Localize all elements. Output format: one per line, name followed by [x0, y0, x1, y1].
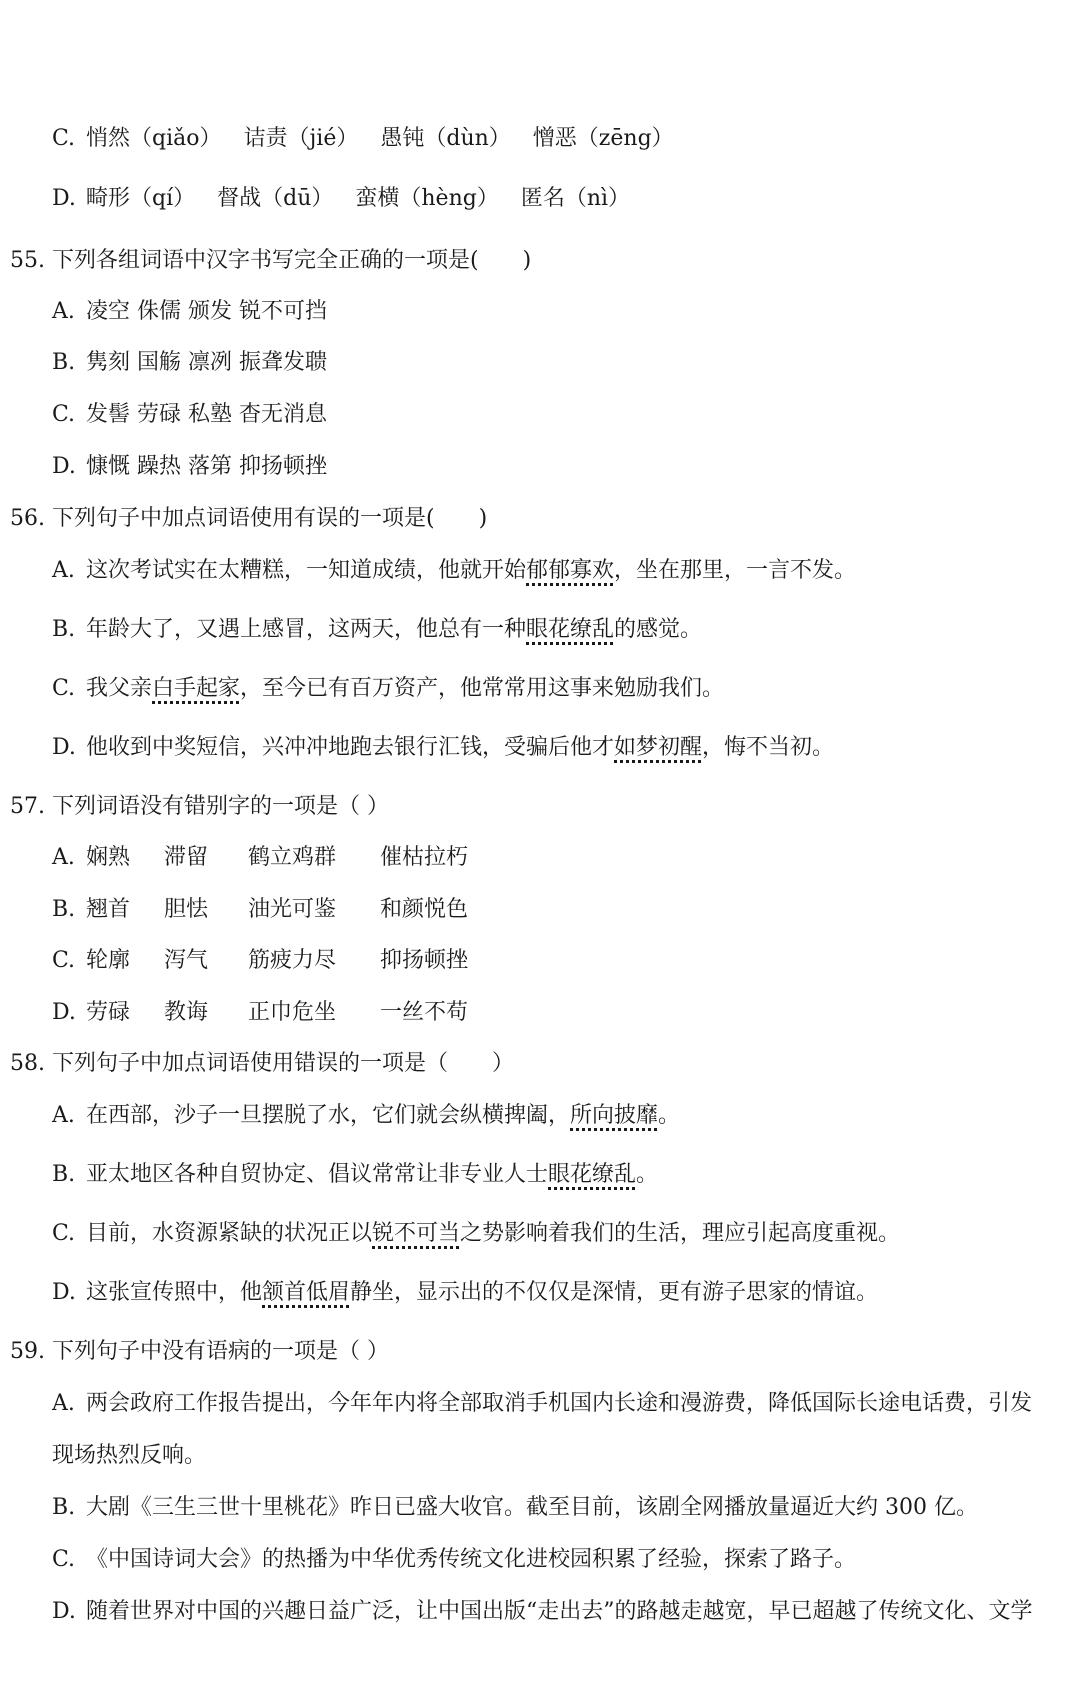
q56-option-d: D. 他收到中奖短信，兴冲冲地跑去银行汇钱，受骗后他才如梦初醒，悔不当初。 [52, 735, 835, 760]
option-item: 诘责（jié） [243, 126, 359, 151]
q58-option-d: D. 这张宣传照中，他颔首低眉静坐，显示出的不仅仅是深情，更有游子思家的情谊。 [52, 1280, 879, 1305]
dotted-word: 如梦初醒 [614, 735, 703, 760]
dotted-word: 眼花缭乱 [548, 1162, 637, 1187]
option-item: 愚钝（dùn） [380, 126, 511, 151]
dotted-word: 颔首低眉 [262, 1280, 351, 1305]
option-text: 慷慨 躁热 落第 抑扬顿挫 [86, 454, 327, 479]
question-number: 57. [10, 794, 45, 819]
question-number: 55. [10, 248, 45, 273]
q57-option-c: C. 轮廓 泻气 筋疲力尽 抑扬顿挫 [52, 948, 469, 973]
q59-option-a: A. 两会政府工作报告提出，今年年内将全部取消手机国内长途和漫游费，降低国际长途电话费，引发 [52, 1391, 1033, 1416]
q56-option-c: C. 我父亲白手起家，至今已有百万资产，他常常用这事来勉励我们。 [52, 676, 725, 701]
question-text: 下列词语没有错别字的一项是（ ） [52, 794, 389, 819]
q55-option-a: A. 凌空 侏儒 颁发 锐不可挡 [52, 299, 327, 324]
q58-option-b: B. 亚太地区各种自贸协定、倡议常常让非专业人士眼花缭乱。 [52, 1162, 659, 1187]
q58-option-c: C. 目前，水资源紧缺的状况正以锐不可当之势影响着我们的生活，理应引起高度重视。 [52, 1221, 901, 1246]
option-item: 憎恶（zēng） [532, 126, 674, 151]
q54-option-c [52, 124, 674, 154]
q55-option-b: B. 隽刻 国觞 凛冽 振聋发聩 [52, 350, 327, 375]
question-number: 59. [10, 1339, 45, 1364]
q59-stem [10, 1337, 389, 1367]
q57-option-b: B. 翘首 胆怯 油光可鉴 和颜悦色 [52, 897, 469, 922]
option-item: 督战（dū） [217, 186, 334, 211]
option-text: 两会政府工作报告提出，今年年内将全部取消手机国内长途和漫游费，降低国际长途电话费，引发 [86, 1391, 1033, 1416]
option-text: 发髻 劳碌 私塾 杳无消息 [86, 402, 327, 427]
dotted-word: 锐不可当 [372, 1221, 461, 1246]
option-item: 匿名（nì） [520, 186, 631, 211]
option-letter: D. [52, 186, 76, 211]
question-text: 下列句子中没有语病的一项是（ ） [52, 1339, 389, 1364]
question-text: 下列各组词语中汉字书写完全正确的一项是( ) [52, 248, 532, 273]
q59-option-a-continued: 现场热烈反响。 [52, 1443, 207, 1468]
q57-option-d: D. 劳碌 教诲 正巾危坐 一丝不苟 [52, 1000, 469, 1025]
q56-stem [10, 504, 487, 534]
q56-option-b: B. 年龄大了，又遇上感冒，这两天，他总有一种眼花缭乱的感觉。 [52, 617, 703, 642]
q58-option-a: A. 在西部，沙子一旦摆脱了水，它们就会纵横捭阖，所向披靡。 [52, 1103, 681, 1128]
option-text: 隽刻 国觞 凛冽 振聋发聩 [86, 350, 327, 375]
dotted-word: 郁郁寡欢 [526, 558, 615, 583]
q57-stem [10, 792, 389, 822]
option-text: 大剧《三生三世十里桃花》昨日已盛大收官。截至目前，该剧全网播放量逼近大约 300 亿。 [86, 1495, 978, 1520]
option-item: 蛮横（hèng） [355, 186, 499, 211]
q54-option-d [52, 184, 630, 214]
option-text: 凌空 侏儒 颁发 锐不可挡 [86, 299, 327, 324]
option-item: 悄然（qiǎo） [86, 126, 222, 151]
option-text: 随着世界对中国的兴趣日益广泛，让中国出版“走出去”的路越走越宽，早已超越了传统文化、文学 [86, 1599, 1033, 1624]
q59-option-c: C. 《中国诗词大会》的热播为中华优秀传统文化进校园积累了经验，探索了路子。 [52, 1547, 857, 1572]
option-letter: C. [52, 126, 76, 151]
dotted-word: 眼花缭乱 [526, 617, 615, 642]
q58-stem [10, 1049, 514, 1079]
dotted-word: 所向披靡 [570, 1103, 659, 1128]
q56-option-a: A. 这次考试实在太糟糕，一知道成绩，他就开始郁郁寡欢，坐在那里，一言不发。 [52, 558, 857, 583]
dotted-word: 白手起家 [152, 676, 241, 701]
q59-option-b: B. 大剧《三生三世十里桃花》昨日已盛大收官。截至目前，该剧全网播放量逼近大约 300 亿。 [52, 1495, 978, 1520]
question-number: 58. [10, 1051, 45, 1076]
q59-option-d: D. 随着世界对中国的兴趣日益广泛，让中国出版“走出去”的路越走越宽，早已超越了传统文化、文学 [52, 1599, 1033, 1624]
q57-option-a: A. 娴熟 滞留 鹤立鸡群 催枯拉朽 [52, 845, 469, 870]
q55-stem [10, 246, 531, 276]
option-item: 畸形（qí） [86, 186, 196, 211]
question-text: 下列句子中加点词语使用有误的一项是( ) [52, 506, 488, 531]
question-text: 下列句子中加点词语使用错误的一项是（ ） [52, 1051, 515, 1076]
option-text: 《中国诗词大会》的热播为中华优秀传统文化进校园积累了经验，探索了路子。 [86, 1547, 857, 1572]
q55-option-c: C. 发髻 劳碌 私塾 杳无消息 [52, 402, 327, 427]
q55-option-d: D. 慷慨 躁热 落第 抑扬顿挫 [52, 454, 327, 479]
question-number: 56. [10, 506, 45, 531]
